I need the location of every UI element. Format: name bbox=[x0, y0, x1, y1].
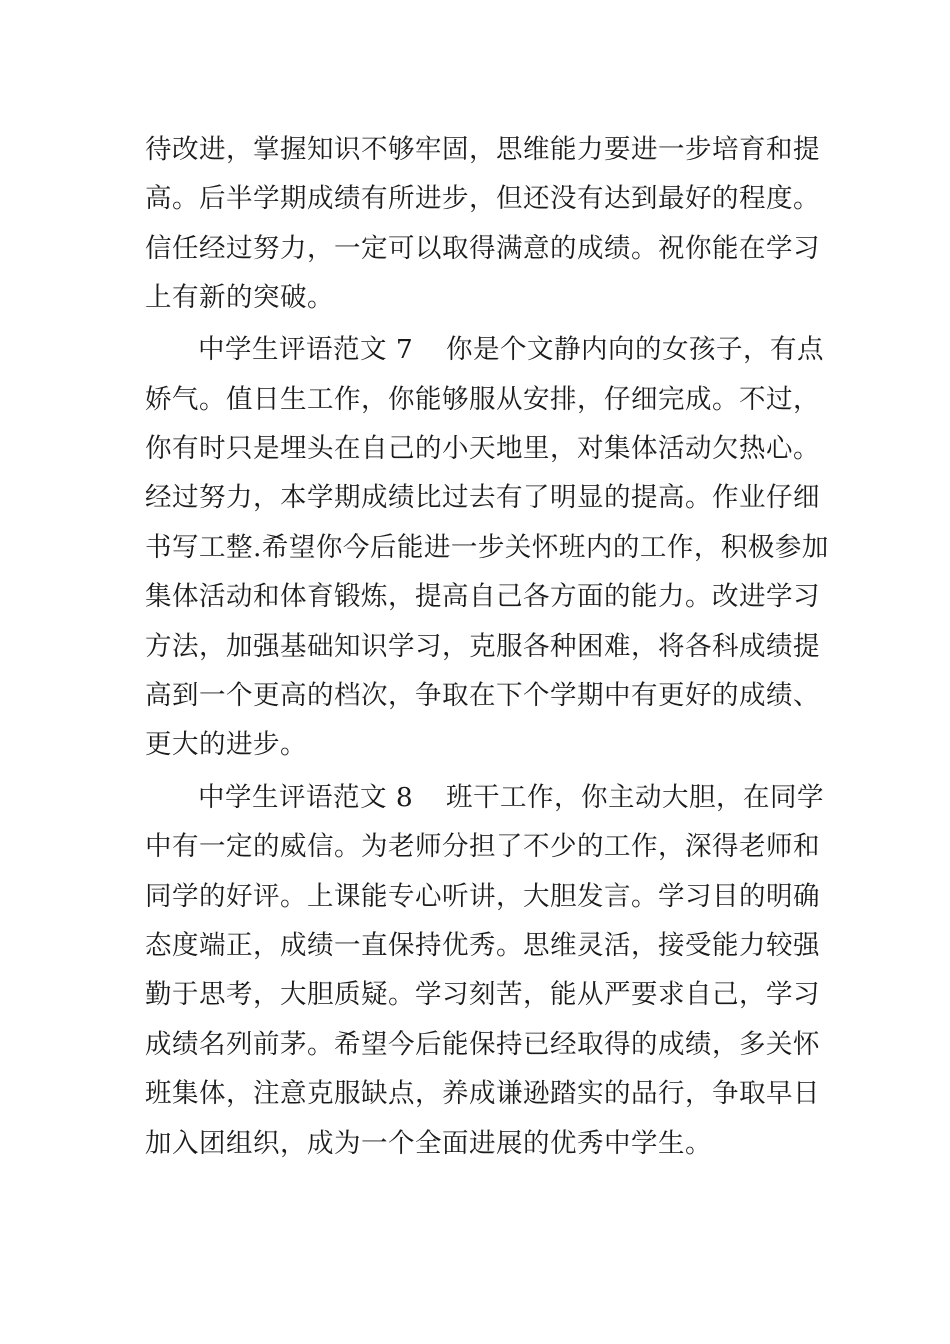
paragraph-line: 勤于思考，大胆质疑。学习刻苦，能从严要求自己，学习 bbox=[145, 979, 820, 1010]
section-7-first-line-text: 你是个文静内向的女孩子，有点 bbox=[446, 334, 824, 365]
paragraph-line: 信任经过努力，一定可以取得满意的成绩。祝你能在学习 bbox=[145, 233, 820, 264]
paragraph-line: 态度端正，成绩一直保持优秀。思维灵活，接受能力较强 bbox=[145, 930, 820, 961]
paragraph-line: 中有一定的威信。为老师分担了不少的工作，深得老师和 bbox=[145, 831, 820, 862]
paragraph-line: 方法，加强基础知识学习，克服各种困难，将各科成绩提 bbox=[145, 631, 820, 662]
paragraph-line: 经过努力，本学期成绩比过去有了明显的提高。作业仔细 bbox=[145, 482, 820, 513]
paragraph-line: 上有新的突破。 bbox=[145, 282, 334, 313]
paragraph-line: 高到一个更高的档次，争取在下个学期中有更好的成绩、 bbox=[145, 680, 820, 711]
paragraph-line: 娇气。值日生工作，你能够服从安排，仔细完成。不过， bbox=[145, 384, 820, 415]
paragraph-line: 集体活动和体育锻炼，提高自己各方面的能力。改进学习 bbox=[145, 581, 820, 612]
section-8-first-line-text: 班干工作，你主动大胆，在同学 bbox=[446, 782, 824, 813]
paragraph-line: 高。后半学期成绩有所进步，但还没有达到最好的程度。 bbox=[145, 183, 820, 214]
section-7-first-line bbox=[198, 330, 868, 370]
paragraph-line: 加入团组织，成为一个全面进展的优秀中学生。 bbox=[145, 1128, 712, 1159]
paragraph-line: 成绩名列前茅。希望今后能保持已经取得的成绩，多关怀 bbox=[145, 1029, 820, 1060]
section-8-heading: 中学生评语范文 8 bbox=[198, 782, 414, 813]
section-8-first-line bbox=[198, 778, 868, 818]
paragraph-line: 班集体，注意克服缺点，养成谦逊踏实的品行，争取早日 bbox=[145, 1078, 820, 1109]
paragraph-line: 更大的进步。 bbox=[145, 729, 307, 760]
paragraph-line: 待改进，掌握知识不够牢固，思维能力要进一步培育和提 bbox=[145, 134, 820, 165]
paragraph-line: 同学的好评。上课能专心听讲，大胆发言。学习目的明确 bbox=[145, 881, 820, 912]
paragraph-line: 你有时只是埋头在自己的小天地里，对集体活动欠热心。 bbox=[145, 433, 820, 464]
paragraph-line: 书写工整.希望你今后能进一步关怀班内的工作，积极参加 bbox=[145, 532, 829, 563]
section-7-heading: 中学生评语范文 7 bbox=[198, 334, 414, 365]
